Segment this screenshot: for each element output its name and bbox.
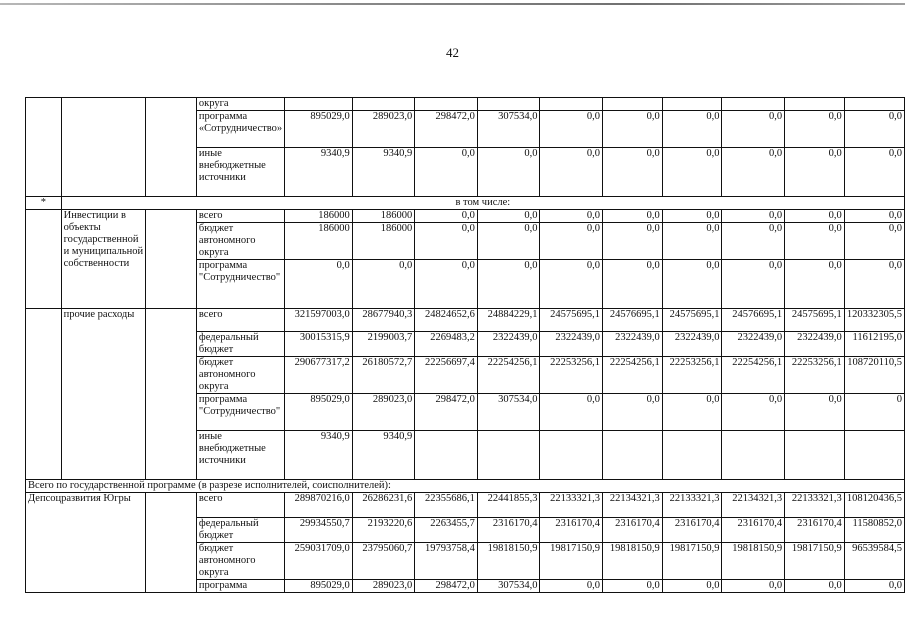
value-cell: 307534,0 [477, 580, 540, 593]
executor-cell [146, 98, 197, 197]
table-row [26, 493, 905, 518]
value-cell: 0,0 [603, 111, 663, 148]
value-cell: 22254256,1 [722, 357, 785, 394]
table-row [26, 480, 905, 493]
value-cell: 2316170,4 [662, 518, 722, 543]
value-cell: 19817150,9 [785, 543, 845, 580]
value-cell: 108720110,5 [844, 357, 904, 394]
table-row [26, 210, 905, 223]
value-cell: 24576695,1 [722, 309, 785, 332]
value-cell: 289870216,0 [285, 493, 353, 518]
value-cell [844, 98, 904, 111]
value-cell: 289023,0 [352, 111, 415, 148]
star-mark-cell: * [26, 197, 62, 210]
value-cell: 0,0 [844, 260, 904, 309]
value-cell: 0,0 [662, 580, 722, 593]
value-cell: 26180572,7 [352, 357, 415, 394]
value-cell: 0,0 [844, 210, 904, 223]
value-cell [662, 98, 722, 111]
number-cell [26, 210, 62, 309]
value-cell: 22134321,3 [603, 493, 663, 518]
value-cell: 321597003,0 [285, 309, 353, 332]
value-cell: 22134321,3 [722, 493, 785, 518]
value-cell: 30015315,9 [285, 332, 353, 357]
value-cell: 0,0 [477, 260, 540, 309]
value-cell [477, 98, 540, 111]
value-cell: 0,0 [844, 148, 904, 197]
value-cell: 22256697,4 [415, 357, 478, 394]
value-cell: 0,0 [722, 394, 785, 431]
value-cell: 289023,0 [352, 580, 415, 593]
value-cell: 19817150,9 [540, 543, 603, 580]
value-cell: 26286231,6 [352, 493, 415, 518]
value-cell: 298472,0 [415, 580, 478, 593]
value-cell: 0,0 [540, 260, 603, 309]
value-cell [785, 98, 845, 111]
value-cell: 19817150,9 [662, 543, 722, 580]
page-number: 42 [446, 45, 459, 60]
value-cell: 0,0 [722, 223, 785, 260]
value-cell: 298472,0 [415, 394, 478, 431]
funding-source-cell: бюджет автономного округа [196, 223, 284, 260]
executor-cell [146, 210, 197, 309]
value-cell [540, 98, 603, 111]
value-cell: 2269483,2 [415, 332, 478, 357]
value-cell: 24575695,1 [785, 309, 845, 332]
value-cell: 0,0 [662, 394, 722, 431]
value-cell: 0,0 [785, 111, 845, 148]
value-cell [477, 431, 540, 480]
value-cell: 9340,9 [285, 148, 353, 197]
value-cell: 96539584,5 [844, 543, 904, 580]
funding-source-cell: округа [196, 98, 284, 111]
table-row [26, 309, 905, 332]
value-cell: 0,0 [844, 111, 904, 148]
value-cell: 895029,0 [285, 580, 353, 593]
executor-cell [146, 309, 197, 480]
value-cell: 2322439,0 [603, 332, 663, 357]
value-cell: 22254256,1 [603, 357, 663, 394]
value-cell: 24576695,1 [603, 309, 663, 332]
value-cell: 22133321,3 [785, 493, 845, 518]
value-cell [662, 431, 722, 480]
budget-table [25, 97, 905, 593]
value-cell: 120332305,5 [844, 309, 904, 332]
program-total-label-cell: Всего по государственной программе (в разрезе исполнителей, соисполнителей): [26, 480, 905, 493]
value-cell: 0,0 [603, 580, 663, 593]
value-cell: 2263455,7 [415, 518, 478, 543]
funding-source-cell: иные внебюджетные источники [196, 431, 284, 480]
value-cell: 0,0 [844, 223, 904, 260]
value-cell: 11612195,0 [844, 332, 904, 357]
value-cell: 0,0 [603, 210, 663, 223]
value-cell: 0,0 [785, 394, 845, 431]
value-cell: 0,0 [662, 111, 722, 148]
value-cell: 0,0 [603, 394, 663, 431]
table-row [26, 98, 905, 111]
value-cell: 9340,9 [352, 148, 415, 197]
value-cell: 0,0 [662, 210, 722, 223]
value-cell: 0,0 [603, 148, 663, 197]
value-cell: 22355686,1 [415, 493, 478, 518]
number-cell [26, 309, 62, 480]
value-cell: 24884229,1 [477, 309, 540, 332]
value-cell: 0,0 [477, 223, 540, 260]
value-cell [722, 431, 785, 480]
value-cell: 895029,0 [285, 111, 353, 148]
value-cell: 23795060,7 [352, 543, 415, 580]
funding-source-cell: бюджет автономного округа [196, 357, 284, 394]
value-cell: 186000 [285, 223, 353, 260]
value-cell: 2193220,6 [352, 518, 415, 543]
value-cell: 22441855,3 [477, 493, 540, 518]
value-cell: 0,0 [785, 260, 845, 309]
value-cell: 0,0 [415, 223, 478, 260]
value-cell: 0,0 [477, 210, 540, 223]
value-cell: 0,0 [415, 210, 478, 223]
value-cell: 24575695,1 [662, 309, 722, 332]
value-cell: 24824652,6 [415, 309, 478, 332]
value-cell: 22253256,1 [662, 357, 722, 394]
value-cell: 0,0 [722, 148, 785, 197]
value-cell: 895029,0 [285, 394, 353, 431]
value-cell [540, 431, 603, 480]
funding-source-cell: программа «Сотрудничество» [196, 111, 284, 148]
value-cell: 2322439,0 [540, 332, 603, 357]
value-cell: 0,0 [415, 260, 478, 309]
value-cell: 0,0 [844, 580, 904, 593]
value-cell [722, 98, 785, 111]
value-cell: 307534,0 [477, 111, 540, 148]
value-cell: 19818150,9 [603, 543, 663, 580]
value-cell: 2322439,0 [722, 332, 785, 357]
value-cell: 0,0 [785, 148, 845, 197]
scan-top-edge [0, 3, 905, 5]
value-cell: 2316170,4 [477, 518, 540, 543]
value-cell: 0,0 [540, 580, 603, 593]
value-cell: 19818150,9 [477, 543, 540, 580]
value-cell: 9340,9 [285, 431, 353, 480]
value-cell [603, 98, 663, 111]
value-cell: 0,0 [603, 260, 663, 309]
value-cell: 0,0 [477, 148, 540, 197]
value-cell: 290677317,2 [285, 357, 353, 394]
funding-source-cell: всего [196, 309, 284, 332]
value-cell: 0,0 [662, 260, 722, 309]
value-cell: 259031709,0 [285, 543, 353, 580]
value-cell: 24575695,1 [540, 309, 603, 332]
value-cell: 2199003,7 [352, 332, 415, 357]
table-row [26, 197, 905, 210]
funding-source-cell: всего [196, 493, 284, 518]
value-cell: 0,0 [415, 148, 478, 197]
in-that-number-cell: в том числе: [61, 197, 904, 210]
funding-source-cell: федеральный бюджет [196, 518, 284, 543]
value-cell: 108120436,5 [844, 493, 904, 518]
other-expenses-name-cell: прочие расходы [61, 309, 146, 480]
value-cell: 0,0 [722, 111, 785, 148]
value-cell: 0,0 [352, 260, 415, 309]
value-cell: 2322439,0 [662, 332, 722, 357]
value-cell: 307534,0 [477, 394, 540, 431]
number-cell [26, 98, 62, 197]
value-cell: 0,0 [540, 111, 603, 148]
value-cell: 0 [844, 394, 904, 431]
value-cell: 19793758,4 [415, 543, 478, 580]
value-cell: 0,0 [540, 148, 603, 197]
value-cell [415, 98, 478, 111]
value-cell: 0,0 [785, 580, 845, 593]
funding-source-cell: иные внебюджетные источники [196, 148, 284, 197]
value-cell: 22253256,1 [785, 357, 845, 394]
value-cell: 2316170,4 [603, 518, 663, 543]
funding-source-cell: всего [196, 210, 284, 223]
value-cell [844, 431, 904, 480]
investment-name-cell: Инвестиции в объекты государственной и муниципальной собственности [61, 210, 146, 309]
value-cell: 186000 [285, 210, 353, 223]
funding-source-cell: бюджет автономного округа [196, 543, 284, 580]
value-cell: 22254256,1 [477, 357, 540, 394]
value-cell: 11580852,0 [844, 518, 904, 543]
value-cell: 29934550,7 [285, 518, 353, 543]
value-cell: 0,0 [722, 580, 785, 593]
value-cell: 298472,0 [415, 111, 478, 148]
value-cell: 0,0 [540, 394, 603, 431]
executor-cell [146, 493, 197, 593]
value-cell: 22253256,1 [540, 357, 603, 394]
value-cell: 22133321,3 [662, 493, 722, 518]
name-cell [61, 98, 146, 197]
value-cell: 186000 [352, 210, 415, 223]
value-cell: 0,0 [285, 260, 353, 309]
funding-source-cell: программа [196, 580, 284, 593]
value-cell: 22133321,3 [540, 493, 603, 518]
value-cell [603, 431, 663, 480]
value-cell: 0,0 [785, 223, 845, 260]
value-cell: 0,0 [603, 223, 663, 260]
value-cell [285, 98, 353, 111]
value-cell: 9340,9 [352, 431, 415, 480]
value-cell: 0,0 [662, 223, 722, 260]
value-cell: 19818150,9 [722, 543, 785, 580]
value-cell [352, 98, 415, 111]
value-cell: 2322439,0 [477, 332, 540, 357]
value-cell: 28677940,3 [352, 309, 415, 332]
funding-source-cell: программа "Сотрудничество" [196, 260, 284, 309]
funding-source-cell: федеральный бюджет [196, 332, 284, 357]
value-cell: 0,0 [722, 260, 785, 309]
value-cell: 0,0 [722, 210, 785, 223]
value-cell: 2322439,0 [785, 332, 845, 357]
value-cell: 2316170,4 [540, 518, 603, 543]
value-cell: 289023,0 [352, 394, 415, 431]
funding-source-cell: программа "Сотрудничество" [196, 394, 284, 431]
value-cell: 2316170,4 [722, 518, 785, 543]
executor-name-cell: Депсоцразвития Югры [26, 493, 146, 593]
value-cell: 0,0 [540, 223, 603, 260]
value-cell: 0,0 [785, 210, 845, 223]
value-cell [415, 431, 478, 480]
value-cell: 2316170,4 [785, 518, 845, 543]
value-cell: 0,0 [662, 148, 722, 197]
value-cell: 0,0 [540, 210, 603, 223]
value-cell: 186000 [352, 223, 415, 260]
value-cell [785, 431, 845, 480]
